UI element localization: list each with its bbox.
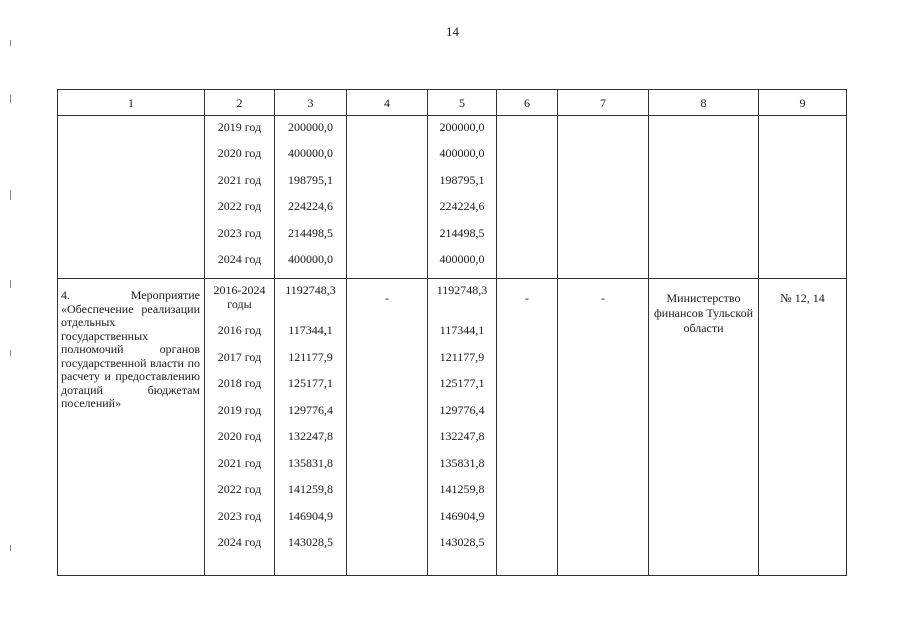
year-label: 2021 год <box>217 172 262 187</box>
amount: 132247,8 <box>288 429 333 444</box>
year-label: 2017 год <box>217 349 262 364</box>
row1-col8-cell <box>649 116 759 279</box>
amount: 129776,4 <box>439 402 485 417</box>
row1-col6-cell <box>497 116 558 279</box>
amount: 400000,0 <box>288 251 333 266</box>
header-col-5: 5 <box>428 90 497 116</box>
year-label: 2020 год <box>217 429 262 444</box>
row2-col8-cell <box>649 279 759 576</box>
header-col-3: 3 <box>275 90 347 116</box>
row2-years-cell <box>205 279 275 576</box>
amount: 121177,9 <box>288 349 333 364</box>
row1-col9-cell <box>759 116 847 279</box>
row1-col5-cell <box>428 116 497 279</box>
measure-description: 4. Мероприятие «Обеспечение реализации отдельных государственных полномочий органов государственной власти по расчету и предоставлению дотаций бюджетам поселений» <box>61 288 200 411</box>
scan-mark <box>10 350 11 356</box>
row1-years-cell <box>205 116 275 279</box>
header-col-6: 6 <box>497 90 558 116</box>
amount: 146904,9 <box>288 508 333 523</box>
year-label: 2019 год <box>217 120 262 134</box>
amount: 125177,1 <box>439 376 485 391</box>
amount: 143028,5 <box>439 535 485 550</box>
amount: 141259,8 <box>439 482 485 497</box>
header-col-8: 8 <box>649 90 759 116</box>
row1-col5-values <box>428 116 496 278</box>
scan-mark <box>10 545 11 551</box>
amount: 198795,1 <box>439 172 485 187</box>
year-label: 2024 год <box>217 251 262 266</box>
year-label: 2023 год <box>217 225 262 240</box>
amount: 141259,8 <box>288 482 333 497</box>
row1-col3-cell <box>275 116 347 279</box>
amount: 125177,1 <box>288 376 333 391</box>
scan-mark <box>10 95 11 103</box>
scan-mark <box>10 40 11 46</box>
row2-col5-cell <box>428 279 497 576</box>
row1-years <box>205 116 274 278</box>
dash-value: - <box>385 291 389 306</box>
row2-description-cell <box>58 279 205 576</box>
budget-table <box>57 89 847 576</box>
table-row <box>58 116 847 279</box>
amount: 224224,6 <box>288 199 333 214</box>
row2-years <box>205 279 274 562</box>
reference-number: № 12, 14 <box>780 291 825 306</box>
year-label: 2020 год <box>217 146 262 161</box>
amount: 224224,6 <box>439 199 485 214</box>
row2-col4-cell <box>347 279 428 576</box>
dash-value: - <box>601 291 605 306</box>
row1-description <box>58 116 205 279</box>
row2-col9-cell <box>759 279 847 576</box>
amount: 200000,0 <box>288 120 333 134</box>
year-label: 2024 год <box>217 535 262 550</box>
amount: 135831,8 <box>288 455 333 470</box>
row2-col5-values <box>428 279 496 562</box>
amount: 129776,4 <box>288 402 333 417</box>
row2-col3-cell <box>275 279 347 576</box>
amount: 143028,5 <box>288 535 333 550</box>
amount: 132247,8 <box>439 429 485 444</box>
amount: 117344,1 <box>439 323 485 338</box>
amount: 214498,5 <box>439 225 485 240</box>
header-col-7: 7 <box>558 90 649 116</box>
table-row <box>58 279 847 576</box>
amount: 200000,0 <box>439 120 485 134</box>
header-col-9: 9 <box>759 90 847 116</box>
page-number: 14 <box>446 24 459 39</box>
amount: 400000,0 <box>288 146 333 161</box>
row2-col3-values <box>275 279 346 562</box>
header-col-4: 4 <box>347 90 428 116</box>
row2-col6-cell <box>497 279 558 576</box>
year-label: 2021 год <box>217 455 262 470</box>
row1-col7-cell <box>558 116 649 279</box>
year-label: 2022 год <box>217 482 262 497</box>
year-label: 2023 год <box>217 508 262 523</box>
year-label: 2018 год <box>217 376 262 391</box>
row1-col4-cell <box>347 116 428 279</box>
scan-mark <box>10 190 11 200</box>
responsible-organization: Министерство финансов Тульской области <box>654 291 753 336</box>
header-row <box>58 90 847 116</box>
amount: 121177,9 <box>439 349 485 364</box>
total-amount: 1192748,3 <box>285 283 336 298</box>
year-label: 2016 год <box>217 323 262 338</box>
period-label: 2016-2024 годы <box>213 283 266 312</box>
year-label: 2022 год <box>217 199 262 214</box>
amount: 135831,8 <box>439 455 485 470</box>
amount: 117344,1 <box>288 323 333 338</box>
amount: 198795,1 <box>288 172 333 187</box>
year-label: 2019 год <box>217 402 262 417</box>
amount: 146904,9 <box>439 508 485 523</box>
amount: 400000,0 <box>439 146 485 161</box>
row1-col3-values <box>275 116 346 278</box>
scan-mark <box>10 280 11 288</box>
total-amount: 1192748,3 <box>436 283 488 298</box>
header-col-1: 1 <box>58 90 205 116</box>
header-col-2: 2 <box>205 90 275 116</box>
row2-col7-cell <box>558 279 649 576</box>
amount: 214498,5 <box>288 225 333 240</box>
amount: 400000,0 <box>439 251 485 266</box>
dash-value: - <box>525 291 529 306</box>
